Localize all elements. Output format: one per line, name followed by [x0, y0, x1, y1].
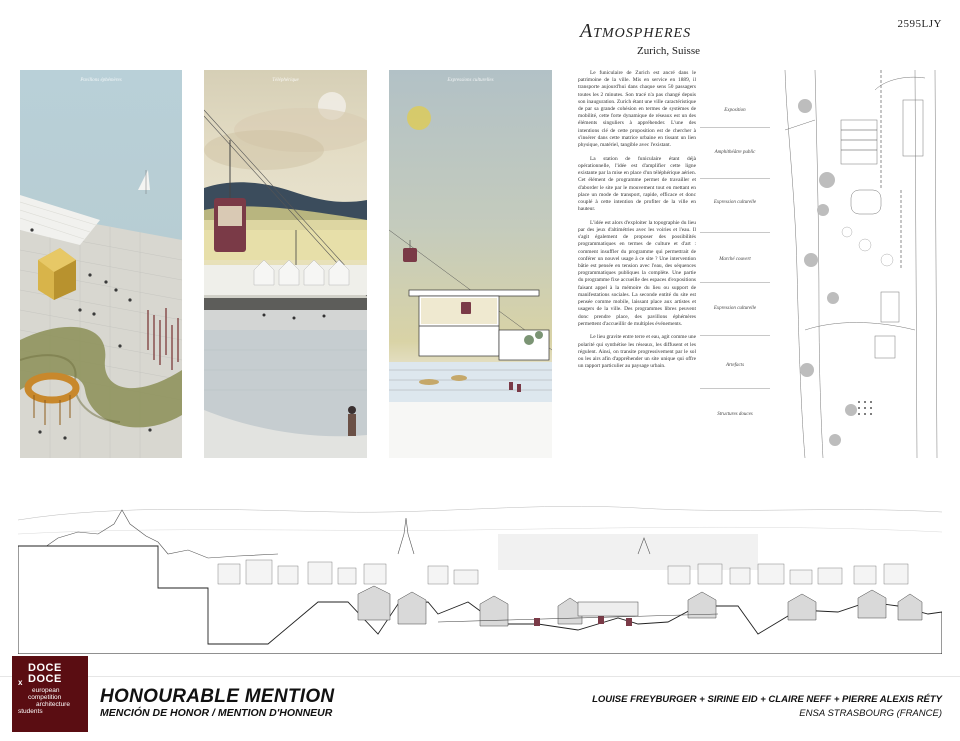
- school: ENSA STRASBOURG (FRANCE): [799, 708, 942, 719]
- legend-divider: [700, 178, 770, 179]
- authors: LOUISE FREYBURGER + SIRINE EID + CLAIRE NEFF + PIERRE ALEXIS RÉTY: [592, 694, 942, 705]
- project-location: Zurich, Suisse: [637, 45, 700, 57]
- description-paragraph: L'idée est alors d'exploiter la topographie du lieu par des jeux d'altimétries avec les voiries et l'eau. Il s'agit également de proposer des possibilités programmatiques en termes de culture et d'art : comment insuffler du programme qui permettrait de conférer un nouvel usage à ce site ? Une intervention bâtie est pensée en tension avec l'eau, des séquences programmatiques publiques la complète. Une partie du programme fixe accueille des espaces d'expositions faisant appel à la mémoire du lieu ou support de manifestations sociales. La seconde entité du site est pensée comme mobile, laissant place aux artistes et usagers de la ville. Des programmes libres peuvent donc prendre place, des pavillons éphémères permettent d'accueillir de multiples événements.: [578, 219, 696, 327]
- docexdoce-logo: DOCE x DOCE european competition architecture students: [12, 656, 88, 732]
- legend-expression-2: Expression culturelle: [713, 306, 757, 311]
- project-title: Atmospheres: [580, 20, 692, 42]
- legend-divider: [700, 388, 770, 389]
- panel-caption: Téléphérique: [272, 78, 299, 83]
- panel-caption: Pavillons éphémères: [80, 78, 122, 83]
- site-plan: [775, 70, 943, 458]
- legend-structures: Structures douces: [717, 412, 753, 417]
- legend-divider: [700, 335, 770, 336]
- city-section: [18, 494, 942, 654]
- award-subtitle: MENCIÓN DE HONOR / MENTION D'HONNEUR: [100, 707, 333, 719]
- panel-caption: Expressions culturelles: [447, 78, 494, 83]
- legend-divider: [700, 127, 770, 128]
- pavilions-illustration: [20, 70, 182, 458]
- description-paragraph: Le funiculaire de Zurich est ancré dans le patrimoine de la ville. Mis en service en 1889, il transporte aujourd'hui dans chaque sens 50 passagers toutes les 2 minutes. Son tracé n'a pas changé depuis son inauguration. Zurich étant une ville caractéristique de par sa grande cohésion en termes de systèmes de mobilité, cette forte dynamique de réseaux est un des éléments singuliers à appréhender. L'une des intentions clé de cette proposition est de chercher à s'insérer dans cette matrice urbaine en tissant un lien physique, matériel, tangible avec l'existant.: [578, 70, 696, 149]
- program-legend: [700, 70, 770, 458]
- award-title: HONOURABLE MENTION: [100, 686, 335, 707]
- panel-pavilions: [20, 70, 182, 458]
- skyline-section-drawing: [18, 494, 942, 654]
- legend-divider: [700, 232, 770, 233]
- site-plan-drawing: [775, 70, 943, 458]
- legend-marche: Marché couvert: [719, 257, 751, 262]
- description-paragraph: Le lieu gravite entre terre et eau, agit comme une polarité qui synthétise les réseaux, les diffusent et les régulent. Ainsi, on transite progressivement par le sol ou les airs afin d'appréhender un site unique qui offre un rapport particulier au paysage urbain.: [578, 334, 696, 370]
- legend-expression-1: Expression culturelle: [713, 200, 757, 205]
- project-code: 2595LJY: [897, 18, 942, 30]
- panel-cablecar: [204, 70, 367, 458]
- legend-artefacts: Artefacts: [725, 363, 745, 368]
- legend-divider: [700, 282, 770, 283]
- project-description: [578, 70, 696, 377]
- cablecar-illustration: [204, 70, 367, 458]
- title-block: [580, 20, 700, 57]
- culture-illustration: [389, 70, 552, 458]
- description-paragraph: La station de funiculaire étant déjà opérationnelle, l'idée est d'amplifier cette ligne existante par la mise en place d'un téléphérique aérien. Cet élément de programme permet de travailler et d'aborder le site par le mouvement tout en mettant en place un mode de transport, rapide, efficace et donc couplé à cette intention de profiter de la ville en hauteur.: [578, 155, 696, 213]
- panel-culture: [389, 70, 552, 458]
- footer-divider: [0, 676, 960, 677]
- legend-exposition: Exposition: [724, 108, 746, 113]
- legend-amphitheatre: Amphithéâtre public: [714, 150, 756, 155]
